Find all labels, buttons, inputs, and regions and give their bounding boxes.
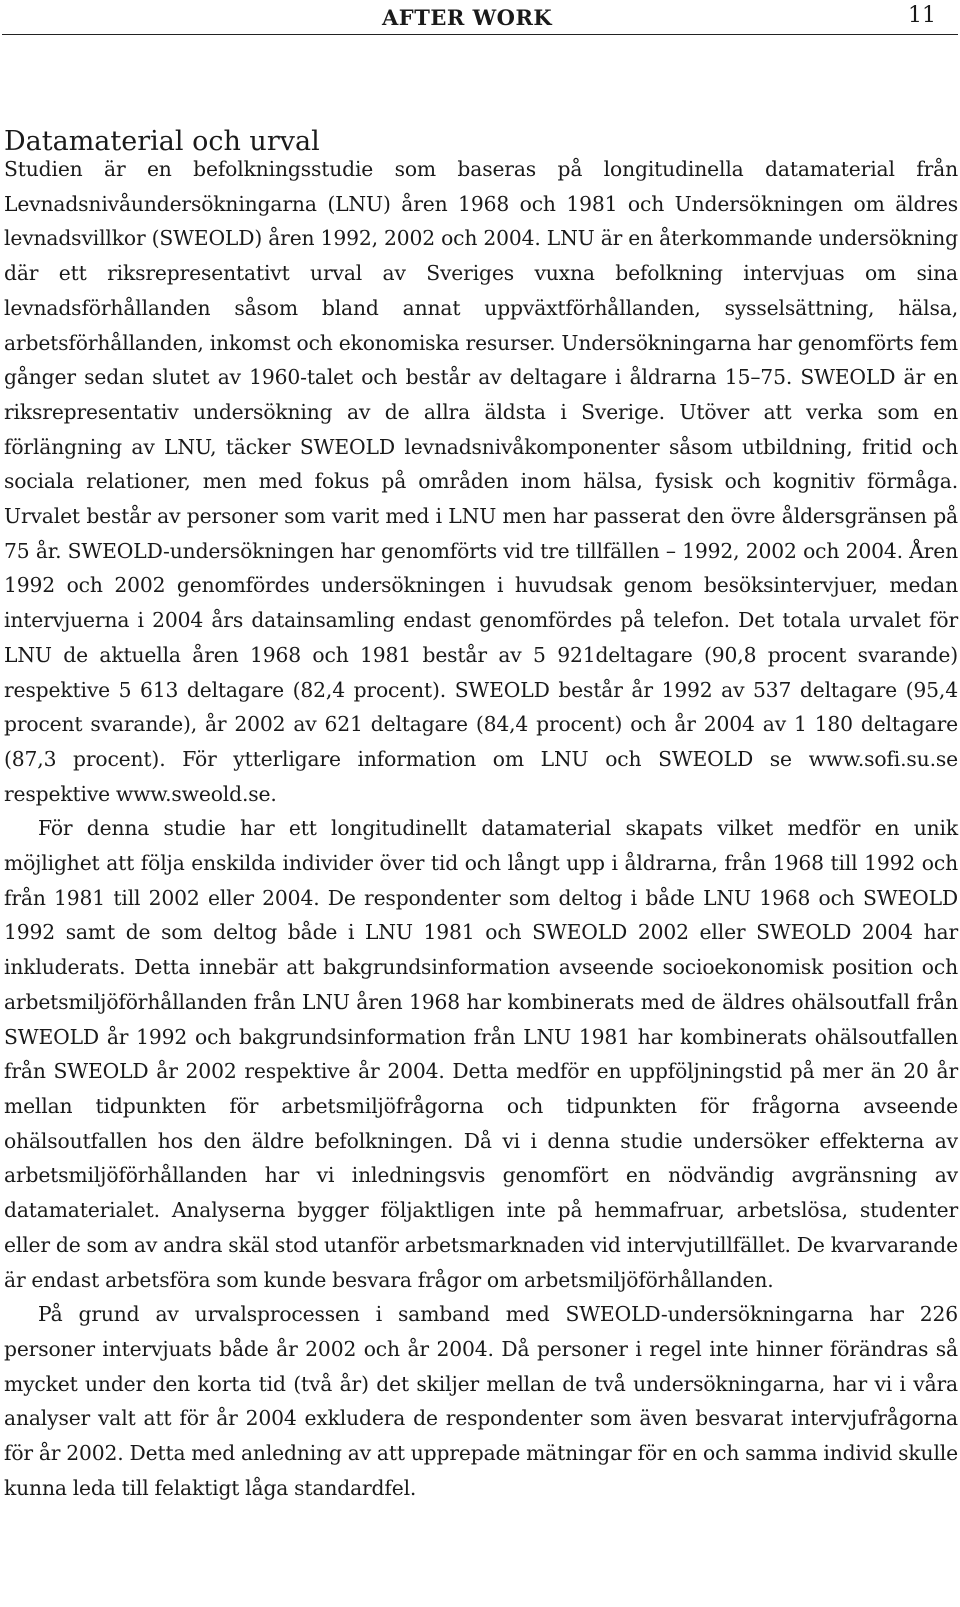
running-head: AFTER WORK	[382, 5, 553, 30]
body-text	[4, 152, 958, 1505]
paragraph-2: För denna studie har ett longitudinellt datamaterial skapats vilket medför en unik möjlighet att följa enskilda individer över tid och långt upp i åldrarna, från 1968 till 1992 och från 1981 till 2002 eller 2004. De respondenter som deltog i både LNU 1968 och SWEOLD 1992 samt de som deltog både i LNU 1981 och SWEOLD 2002 eller SWEOLD 2004 har inkluderats. Detta innebär att bakgrundsinformation avseende socioekonomisk position och arbetsmiljöförhållanden från LNU åren 1968 har kombinerats med de äldres ohälsoutfall från SWEOLD år 1992 och bakgrundsinformation från LNU 1981 har kombinerats ohälsoutfallen från SWEOLD år 2002 respektive år 2004. Detta medför en uppföljningstid på mer än 20 år mellan tidpunkten för arbetsmiljöfrågorna och tidpunkten för frågorna avseende ohälsoutfallen hos den äldre befolkningen. Då vi i denna studie undersöker effekterna av arbetsmiljöförhållanden har vi inledningsvis genomfört en nödvändig avgränsning av datamaterialet. Analyserna bygger följaktligen inte på hemmafruar, arbetslösa, studenter eller de som av andra skäl stod utanför arbetsmarknaden vid intervjutillfället. De kvarvarande är endast arbetsföra som kunde besvara frågor om arbetsmiljöförhållanden.	[4, 816, 958, 1292]
paragraph-3: På grund av urvalsprocessen i samband med SWEOLD-undersökningarna har 226 personer intervjuats både år 2002 och år 2004. Då personer i regel inte hinner förändras så mycket under den korta tid (två år) det skiljer mellan de två undersökningarna, har vi i våra analyser valt att för år 2004 exkludera de respondenter som även besvarat intervjufrågorna för år 2002. Detta med anledning av att upprepade mätningar för en och samma individ skulle kunna leda till felaktigt låga standardfel.	[4, 1302, 958, 1500]
header-rule	[2, 34, 958, 35]
page-number: 11	[908, 3, 936, 28]
paragraph-1: Studien är en befolkningsstudie som baseras på longitudinella datamaterial från Levnadsnivåundersökningarna (LNU) åren 1968 och 1981 och Undersökningen om äldres levnadsvillkor (SWEOLD) åren 1992, 2002 och 2004. LNU är en återkommande undersökning där ett riksrepresentativt urval av Sveriges vuxna befolkning intervjuas om sina levnadsförhållanden såsom bland annat uppväxtförhållanden, sysselsättning, hälsa, arbetsförhållanden, inkomst och ekonomiska resurser. Undersökningarna har genomförts fem gånger sedan slutet av 1960-talet och består av deltagare i åldrarna 15–75. SWEOLD är en riksrepresentativ undersökning av de allra äldsta i Sverige. Utöver att verka som en förlängning av LNU, täcker SWEOLD levnadsnivåkomponenter såsom utbildning, fritid och sociala relationer, men med fokus på områden inom hälsa, fysisk och kognitiv förmåga. Urvalet består av personer som varit med i LNU men har passerat den övre åldersgränsen på 75 år. SWEOLD-undersökningen har genomförts vid tre tillfällen – 1992, 2002 och 2004. Åren 1992 och 2002 genomfördes undersökningen i huvudsak genom besöksintervjuer, medan intervjuerna i 2004 års datainsamling endast genomfördes på telefon. Det totala urvalet för LNU de aktuella åren 1968 och 1981 består av 5 921deltagare (90,8 procent svarande) respektive 5 613 deltagare (82,4 procent). SWEOLD består år 1992 av 537 deltagare (95,4 procent svarande), år 2002 av 621 deltagare (84,4 procent) och år 2004 av 1 180 deltagare (87,3 procent). För ytterligare information om LNU och SWEOLD se www.sofi.su.se respektive www.sweold.se.	[4, 157, 958, 806]
page-header	[0, 0, 960, 36]
section-title: Datamaterial och urval	[4, 126, 320, 158]
